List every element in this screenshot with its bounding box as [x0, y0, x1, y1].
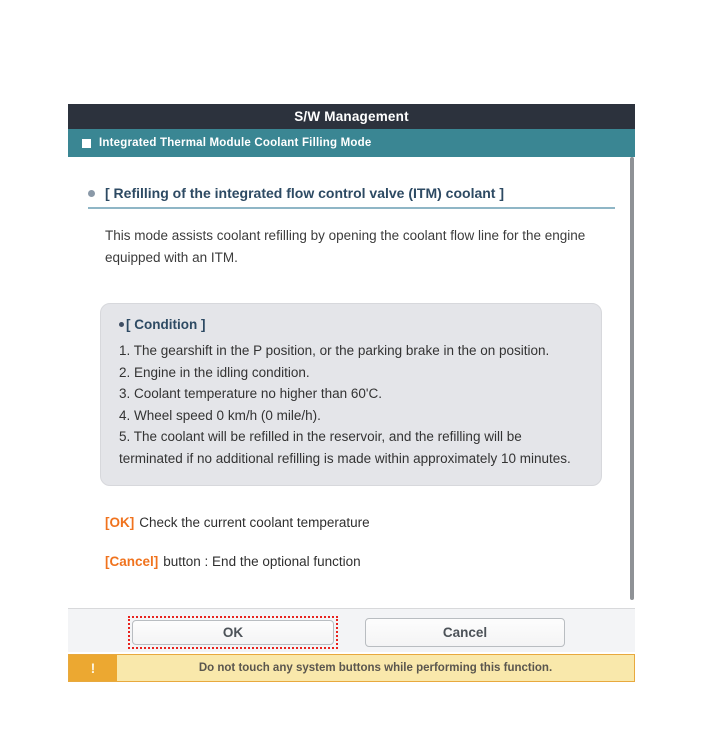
content-area — [68, 157, 635, 608]
cancel-note — [105, 554, 615, 569]
ok-note-tag: [OK] — [105, 515, 135, 530]
condition-item: 2. Engine in the idling condition. — [119, 364, 310, 380]
ok-note — [105, 515, 615, 530]
mode-description: This mode assists coolant refilling by opening the coolant flow line for the engine equipped with an ITM. — [105, 228, 586, 265]
condition-item: 4. Wheel speed 0 km/h (0 mile/h). — [119, 407, 321, 423]
square-bullet-icon — [82, 139, 91, 148]
warning-message: Do not touch any system buttons while performing this function. — [117, 655, 634, 681]
condition-item: 1. The gearshift in the P position, or the parking brake in the on position. — [119, 343, 550, 358]
condition-item: 5. The coolant will be refilled in the reservoir, and the refilling will be terminated if no additional refilling is made within approximately 10 minutes. — [119, 429, 571, 466]
bullet-icon — [119, 322, 124, 327]
condition-box — [100, 303, 602, 486]
cancel-button[interactable]: Cancel — [365, 618, 565, 647]
mode-subheader — [68, 129, 635, 157]
ok-note-text: Check the current coolant temperature — [139, 515, 370, 530]
vertical-scrollbar[interactable] — [630, 157, 634, 600]
exclamation-icon: ! — [69, 655, 117, 681]
ok-button[interactable]: OK — [132, 620, 334, 645]
window-titlebar — [68, 104, 635, 129]
cancel-note-text: button : End the optional function — [163, 554, 361, 569]
ok-button-focus-outline — [128, 616, 338, 649]
cancel-note-tag: [Cancel] — [105, 554, 159, 569]
condition-header — [119, 317, 583, 332]
bullet-icon — [88, 190, 95, 197]
window-title: S/W Management — [294, 109, 409, 124]
mode-subheader-label: Integrated Thermal Module Coolant Filling Mode — [99, 137, 372, 149]
section-title-row — [88, 185, 615, 209]
condition-title: [ Condition ] — [126, 317, 206, 332]
button-bar — [68, 608, 635, 652]
section-title: [ Refilling of the integrated flow control valve (ITM) coolant ] — [105, 185, 505, 201]
condition-item: 3. Coolant temperature no higher than 60'C. — [119, 386, 382, 401]
sw-management-window — [68, 104, 635, 682]
warning-bar — [68, 654, 635, 682]
